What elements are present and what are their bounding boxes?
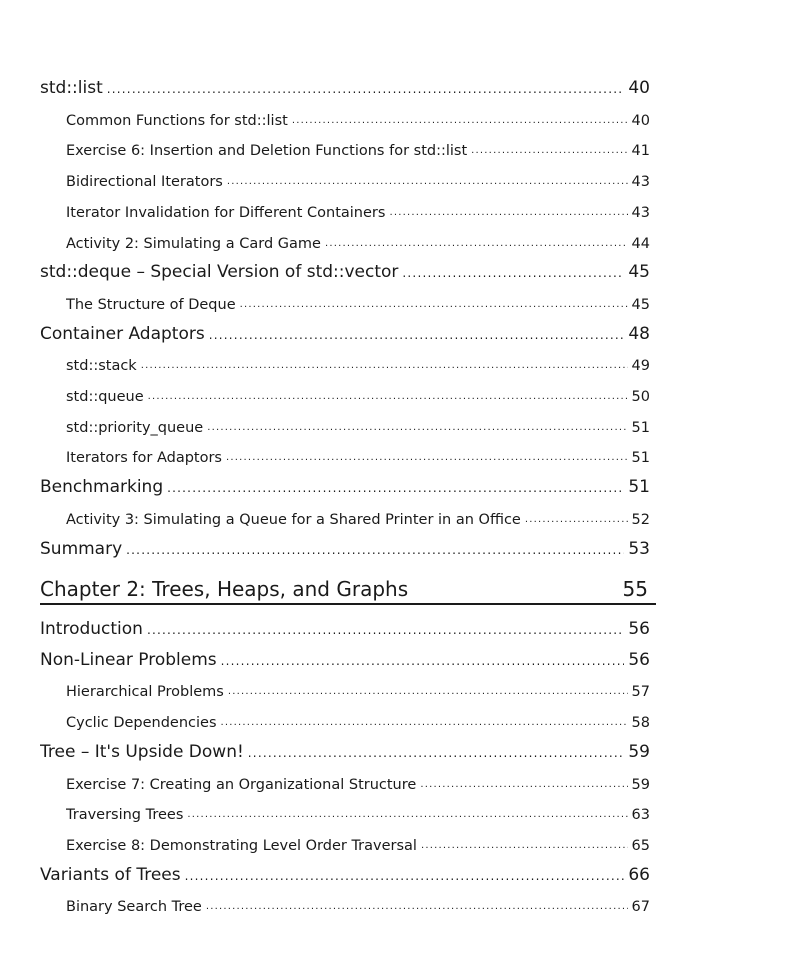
dot-leader: [226, 450, 628, 466]
dot-leader: [148, 389, 628, 405]
toc-subentry[interactable]: [66, 707, 650, 731]
toc-entry-page-number: 56: [628, 649, 650, 670]
toc-entry[interactable]: [40, 646, 650, 670]
toc-entry[interactable]: [40, 615, 650, 639]
toc-subentry[interactable]: [66, 289, 650, 313]
dot-leader: [471, 143, 627, 159]
toc-entry[interactable]: [40, 74, 650, 98]
toc-entry-page-number: 59: [628, 741, 650, 762]
dot-leader: [221, 715, 628, 731]
dot-leader: [292, 113, 628, 129]
toc-entry-page-number: 57: [631, 684, 650, 701]
toc-entry-page-number: 51: [631, 450, 650, 467]
toc-entry-title: Hierarchical Problems: [66, 684, 224, 701]
toc-subentry[interactable]: [66, 350, 650, 374]
toc-entry-page-number: 66: [628, 864, 650, 885]
toc-subentry[interactable]: [66, 135, 650, 159]
dot-leader: [228, 684, 628, 700]
toc-entry-title: Activity 3: Simulating a Queue for a Shared Printer in an Office: [66, 511, 521, 528]
toc-entry-page-number: 50: [631, 389, 650, 405]
toc-entry-page-number: 67: [631, 899, 650, 916]
toc-entry-title: Iterators for Adaptors: [66, 450, 222, 467]
dot-leader: [141, 358, 628, 374]
dot-leader: [209, 326, 625, 344]
toc-subentry[interactable]: [66, 442, 650, 466]
toc-entry[interactable]: [40, 320, 650, 344]
toc-entry[interactable]: [40, 473, 650, 497]
toc-entry-page-number: 56: [628, 619, 650, 639]
toc-entry-page-number: 40: [628, 78, 650, 98]
toc-entry[interactable]: [40, 258, 650, 282]
toc-entry-title: The Structure of Deque: [66, 296, 236, 313]
toc-entry-title: Common Functions for std::list: [66, 112, 288, 129]
toc-entry-title: Traversing Trees: [66, 807, 184, 824]
toc-entry-page-number: 53: [628, 538, 650, 559]
dot-leader: [126, 541, 624, 559]
toc-subentry[interactable]: [66, 504, 650, 528]
toc-entry-page-number: 48: [628, 323, 650, 344]
dot-leader: [207, 420, 627, 436]
toc-entry-title: Introduction: [40, 619, 143, 639]
dot-leader: [420, 777, 627, 793]
toc-entry-title: std::priority_queue: [66, 419, 204, 436]
chapter-heading: [40, 573, 656, 605]
toc-entry-page-number: 41: [631, 143, 650, 160]
toc-entry-title: std::deque – Special Version of std::vector: [40, 262, 399, 283]
dot-leader: [240, 297, 628, 313]
toc-entry-title: Variants of Trees: [40, 864, 181, 885]
toc-subentry[interactable]: [66, 830, 650, 854]
dot-leader: [248, 744, 625, 762]
chapter-page-number: 55: [622, 577, 648, 601]
toc-entry[interactable]: [40, 861, 650, 885]
toc-subentry[interactable]: [66, 799, 650, 823]
toc-entry-page-number: 43: [631, 174, 650, 191]
toc-entry-title: Cyclic Dependencies: [66, 715, 217, 732]
dot-leader: [221, 652, 625, 670]
dot-leader: [389, 205, 627, 221]
toc-entry-page-number: 43: [631, 204, 650, 221]
toc-entry-page-number: 44: [631, 235, 650, 252]
toc-entry-title: Exercise 6: Insertion and Deletion Functions for std::list: [66, 143, 468, 160]
dot-leader: [325, 236, 628, 252]
dot-leader: [185, 867, 625, 885]
toc-entry[interactable]: [40, 738, 650, 762]
toc-entry-page-number: 49: [631, 358, 650, 375]
toc-subentry[interactable]: [66, 166, 650, 190]
toc-entry-title: Container Adaptors: [40, 323, 205, 344]
toc-subentry[interactable]: [66, 769, 650, 793]
toc-entry-page-number: 51: [631, 419, 650, 436]
toc-entry-title: Tree – It's Upside Down!: [40, 741, 244, 762]
toc-subentry[interactable]: [66, 412, 650, 436]
toc-entry-title: Exercise 8: Demonstrating Level Order Traversal: [66, 837, 417, 854]
toc-entry-title: Binary Search Tree: [66, 899, 202, 916]
toc-entry-page-number: 65: [631, 837, 650, 854]
toc-entry-title: Bidirectional Iterators: [66, 174, 223, 191]
dot-leader: [187, 807, 627, 823]
toc-entry-page-number: 51: [628, 477, 650, 498]
dot-leader: [167, 479, 624, 497]
toc-entry-title: Summary: [40, 538, 123, 559]
toc-subentry[interactable]: [66, 381, 650, 405]
toc-subentry[interactable]: [66, 228, 650, 252]
toc-entry-title: Benchmarking: [40, 477, 164, 498]
toc-subentry[interactable]: [66, 105, 650, 129]
toc-entry-title: Exercise 7: Creating an Organizational Structure: [66, 776, 417, 793]
dot-leader: [206, 899, 628, 915]
toc-entry[interactable]: [40, 535, 650, 559]
toc-subentry[interactable]: [66, 197, 650, 221]
dot-leader: [421, 838, 628, 854]
toc-entry-page-number: 40: [631, 112, 650, 129]
toc-entry-page-number: 45: [628, 262, 650, 283]
toc-entry-page-number: 45: [631, 296, 650, 313]
toc-entry-title: Activity 2: Simulating a Card Game: [66, 235, 321, 252]
dot-leader: [525, 512, 628, 528]
toc-entry-page-number: 63: [631, 807, 650, 824]
dot-leader: [227, 174, 628, 190]
toc-entry-title: Non-Linear Problems: [40, 649, 217, 670]
toc-subentry[interactable]: [66, 891, 650, 915]
toc-entry-title: std::stack: [66, 358, 137, 375]
toc-entry-title: std::queue: [66, 389, 144, 405]
dot-leader: [107, 80, 625, 98]
toc-entry-page-number: 58: [631, 715, 650, 732]
toc-entry-title: Iterator Invalidation for Different Containers: [66, 204, 386, 221]
toc-subentry[interactable]: [66, 676, 650, 700]
dot-leader: [402, 264, 624, 282]
toc-entry-title: std::list: [40, 78, 103, 98]
toc-entry-page-number: 59: [631, 776, 650, 793]
toc-entry-page-number: 52: [631, 511, 650, 528]
dot-leader: [147, 621, 624, 639]
chapter-title: Chapter 2: Trees, Heaps, and Graphs: [40, 577, 409, 601]
